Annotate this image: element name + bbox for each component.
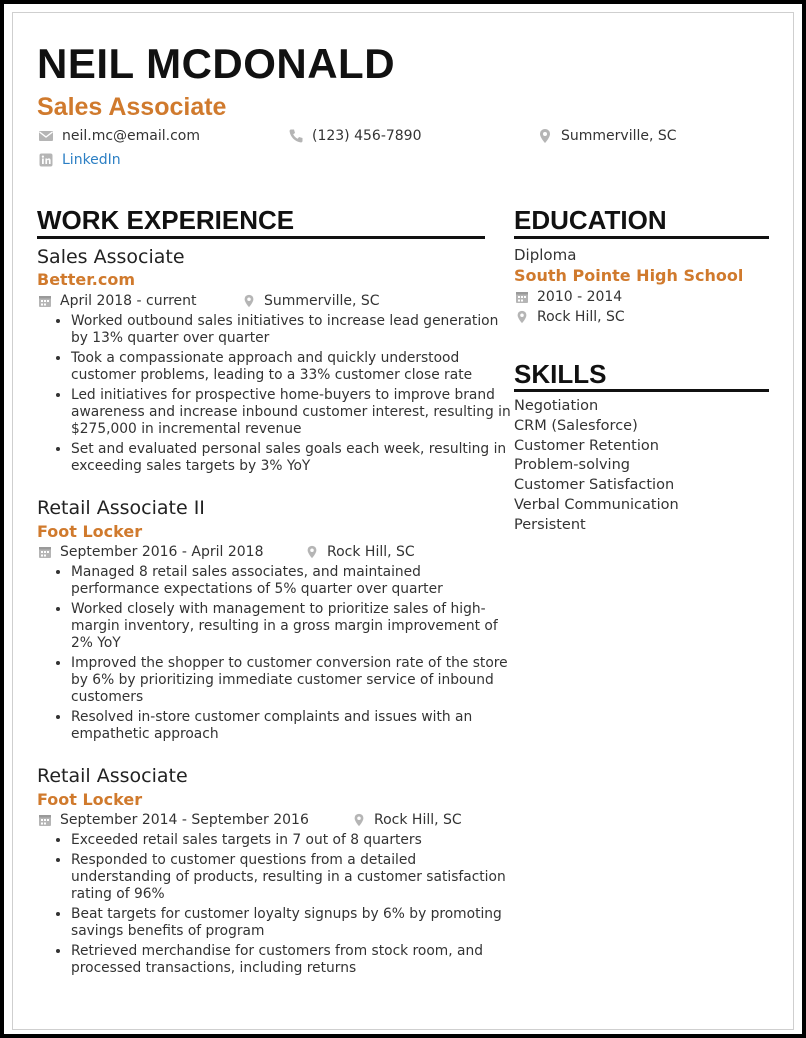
calendar-icon bbox=[38, 545, 52, 559]
list-item: • Responded to customer questions from a detailed understanding of products, resulting in a customer satisfaction rating of 96% bbox=[71, 852, 511, 903]
candidate-name: NEIL MCDONALD bbox=[37, 40, 396, 87]
phone-text: (123) 456-7890 bbox=[312, 128, 422, 144]
education-divider bbox=[514, 236, 769, 239]
education-location-text: Rock Hill, SC bbox=[537, 309, 625, 325]
skill-item: CRM (Salesforce) bbox=[514, 417, 638, 434]
job-location bbox=[352, 811, 462, 829]
skill-item: Persistent bbox=[514, 516, 586, 533]
job-bullets bbox=[50, 564, 511, 746]
location-contact bbox=[537, 127, 677, 145]
job-location-text: Summerville, SC bbox=[264, 293, 380, 309]
job-dates bbox=[38, 811, 309, 829]
list-item: • Retrieved merchandise for customers from stock room, and processed transactions, including returns bbox=[71, 943, 511, 977]
skill-item: Customer Satisfaction bbox=[514, 477, 675, 494]
job-dates bbox=[38, 292, 197, 310]
company-name: Better.com bbox=[37, 270, 136, 289]
company-name: Foot Locker bbox=[37, 522, 143, 541]
email-contact bbox=[38, 127, 200, 145]
job-title: Retail Associate II bbox=[37, 497, 205, 519]
education-degree: Diploma bbox=[514, 246, 577, 264]
education-heading: EDUCATION bbox=[514, 205, 667, 235]
list-item: • Led initiatives for prospective home-buyers to improve brand awareness and increase inbound customer interest, resulting in $275,000 in incremental revenue bbox=[71, 387, 511, 438]
map-pin-icon bbox=[305, 545, 319, 559]
skill-item: Negotiation bbox=[514, 398, 599, 414]
job-dates-text: September 2014 - September 2016 bbox=[60, 812, 309, 828]
calendar-icon bbox=[515, 290, 529, 304]
calendar-icon bbox=[38, 813, 52, 827]
phone-contact bbox=[288, 127, 422, 145]
envelope-icon bbox=[38, 128, 54, 144]
job-title: Sales Associate bbox=[37, 246, 185, 268]
linkedin-link[interactable]: LinkedIn bbox=[62, 152, 121, 168]
job-bullets bbox=[50, 313, 511, 478]
map-pin-icon bbox=[352, 813, 366, 827]
phone-icon bbox=[288, 128, 304, 144]
skill-item: Verbal Communication bbox=[514, 496, 679, 513]
education-dates-text: 2010 - 2014 bbox=[537, 289, 623, 305]
work-experience-divider bbox=[37, 236, 485, 239]
email-text[interactable]: neil.mc@email.com bbox=[62, 128, 201, 144]
job-location-text: Rock Hill, SC bbox=[327, 544, 415, 560]
job-location bbox=[242, 292, 380, 310]
location-text: Summerville, SC bbox=[561, 128, 677, 144]
job-dates-text: September 2016 - April 2018 bbox=[60, 544, 264, 560]
list-item: • Exceeded retail sales targets in 7 out of 8 quarters bbox=[71, 832, 511, 849]
list-item: • Worked closely with management to prioritize sales of high-margin inventory, resulting in a gross margin improvement of 2% YoY bbox=[71, 601, 511, 652]
skill-item: Customer Retention bbox=[514, 437, 659, 454]
list-item: • Set and evaluated personal sales goals each week, resulting in exceeding sales targets by 3% YoY bbox=[71, 441, 511, 475]
work-experience-heading: WORK EXPERIENCE bbox=[37, 205, 295, 235]
education-school: South Pointe High School bbox=[514, 266, 744, 285]
map-pin-icon bbox=[515, 310, 529, 324]
job-title: Retail Associate bbox=[37, 765, 188, 787]
job-location bbox=[305, 543, 415, 561]
skills-heading: SKILLS bbox=[514, 359, 607, 389]
list-item: • Took a compassionate approach and quickly understood customer problems, leading to a 33% customer close rate bbox=[71, 350, 511, 384]
education-dates bbox=[515, 288, 622, 306]
list-item: • Beat targets for customer loyalty signups by 6% by promoting savings benefits of program bbox=[71, 906, 511, 940]
list-item: • Improved the shopper to customer conversion rate of the store by 6% by prioritizing immediate customer service of inbound customers bbox=[71, 655, 511, 706]
job-bullets bbox=[50, 832, 511, 980]
linkedin-icon bbox=[38, 152, 54, 168]
job-dates-text: April 2018 - current bbox=[60, 293, 197, 309]
list-item: • Resolved in-store customer complaints and issues with an empathetic approach bbox=[71, 709, 511, 743]
job-location-text: Rock Hill, SC bbox=[374, 812, 462, 828]
skills-list bbox=[514, 397, 679, 536]
map-pin-icon bbox=[242, 294, 256, 308]
map-pin-icon bbox=[537, 128, 553, 144]
skills-divider bbox=[514, 389, 769, 392]
calendar-icon bbox=[38, 294, 52, 308]
list-item: • Managed 8 retail sales associates, and maintained performance expectations of 5% quarter over quarter bbox=[71, 564, 511, 598]
list-item: • Worked outbound sales initiatives to increase lead generation by 13% quarter over quarter bbox=[71, 313, 511, 347]
job-dates bbox=[38, 543, 264, 561]
linkedin-contact bbox=[38, 151, 121, 169]
education-location bbox=[515, 308, 625, 326]
candidate-title: Sales Associate bbox=[37, 93, 227, 121]
company-name: Foot Locker bbox=[37, 790, 143, 809]
skill-item: Problem-solving bbox=[514, 457, 630, 474]
